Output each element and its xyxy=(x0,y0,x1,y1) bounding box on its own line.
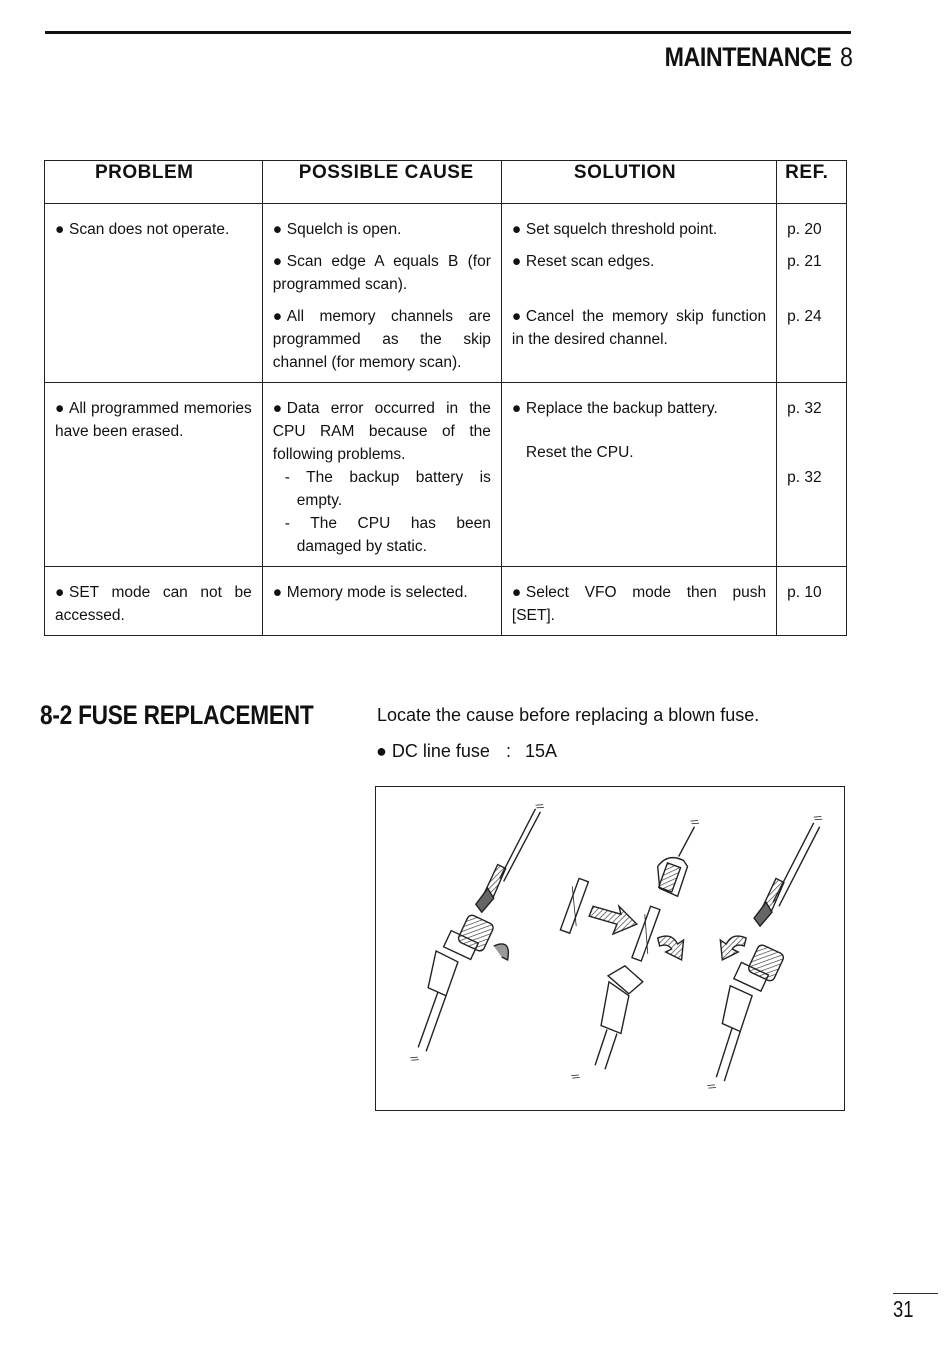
chapter-number: 8 xyxy=(840,42,853,72)
fuse-value: 15A xyxy=(524,741,557,761)
fuse-label: DC line fuse xyxy=(391,741,490,761)
cause-text: ● Memory mode is selected. xyxy=(272,584,468,601)
cause-text: ● Data error occurred in the CPU RAM because of the following problems. xyxy=(272,400,491,463)
fuse-replacement-figure xyxy=(375,786,845,1111)
problem-text: ● Scan does not operate. xyxy=(55,221,230,238)
bullet-icon: ● xyxy=(376,741,387,761)
ref-value: p. 24 xyxy=(787,308,822,325)
cause-cell xyxy=(262,567,501,636)
arrow-icon xyxy=(589,906,746,960)
table-header-row xyxy=(45,161,847,204)
table-row xyxy=(45,204,847,383)
section-intro: Locate the cause before replacing a blown fuse. xyxy=(377,705,760,725)
problem-cell xyxy=(45,567,263,636)
page-number: 31 xyxy=(893,1296,914,1322)
header-rule xyxy=(45,31,851,34)
header-cause: POSSIBLE CAUSE xyxy=(262,161,501,204)
solution-text: ● Replace the backup battery. xyxy=(511,400,718,417)
ref-value: p. 20 xyxy=(787,221,822,238)
fuse-separator: : xyxy=(505,741,511,761)
ref-value: p. 10 xyxy=(787,584,822,601)
ref-value: p. 32 xyxy=(787,469,822,486)
header-ref: REF. xyxy=(777,161,847,204)
fuse-spec xyxy=(376,741,557,762)
chapter-header xyxy=(665,42,853,73)
header-problem: PROBLEM xyxy=(45,161,263,204)
problem-text: ● SET mode can not be accessed. xyxy=(55,584,252,624)
cause-text: ● Scan edge A equals B (for programmed scan). xyxy=(272,253,491,293)
ref-value: p. 32 xyxy=(787,400,822,417)
svg-text://: // xyxy=(704,1082,717,1092)
solution-cell xyxy=(501,204,776,383)
cause-cell xyxy=(262,383,501,567)
table-row xyxy=(45,383,847,567)
cause-subitem: - The CPU has been damaged by static. xyxy=(284,515,491,555)
problem-cell xyxy=(45,383,263,567)
solution-text: Reset the CPU. xyxy=(525,444,634,461)
problem-cell xyxy=(45,204,263,383)
ref-cell xyxy=(777,383,847,567)
ref-cell xyxy=(777,567,847,636)
troubleshooting-table xyxy=(44,160,847,636)
ref-value: p. 21 xyxy=(787,253,822,270)
solution-text: ● Select VFO mode then push [SET]. xyxy=(511,584,767,624)
page-number-rule xyxy=(893,1293,938,1294)
ref-cell xyxy=(777,204,847,383)
svg-text://: // xyxy=(568,1072,581,1082)
solution-cell xyxy=(501,383,776,567)
problem-text: ● All programmed memories have been erased. xyxy=(55,400,252,440)
cause-cell xyxy=(262,204,501,383)
solution-cell xyxy=(501,567,776,636)
section-title: 8-2 FUSE REPLACEMENT xyxy=(40,700,314,730)
svg-text://: // xyxy=(810,814,824,824)
fuse-holder-left-icon xyxy=(407,802,545,1064)
table-row xyxy=(45,567,847,636)
svg-text://: // xyxy=(532,802,545,812)
chapter-title: MAINTENANCE xyxy=(665,42,832,72)
svg-text://: // xyxy=(687,818,700,827)
fuse-diagram xyxy=(376,787,844,1110)
solution-text: ● Cancel the memory skip function in the desired channel. xyxy=(511,308,767,348)
header-solution: SOLUTION xyxy=(501,161,776,204)
solution-text: ● Set squelch threshold point. xyxy=(511,221,718,238)
solution-text: ● Reset scan edges. xyxy=(511,253,655,270)
cause-text: ● Squelch is open. xyxy=(272,221,402,238)
cause-subitem: - The backup battery is empty. xyxy=(284,469,491,509)
cause-text: ● All memory channels are programmed as the skip channel (for memory scan). xyxy=(272,308,491,371)
svg-text://: // xyxy=(407,1054,420,1064)
